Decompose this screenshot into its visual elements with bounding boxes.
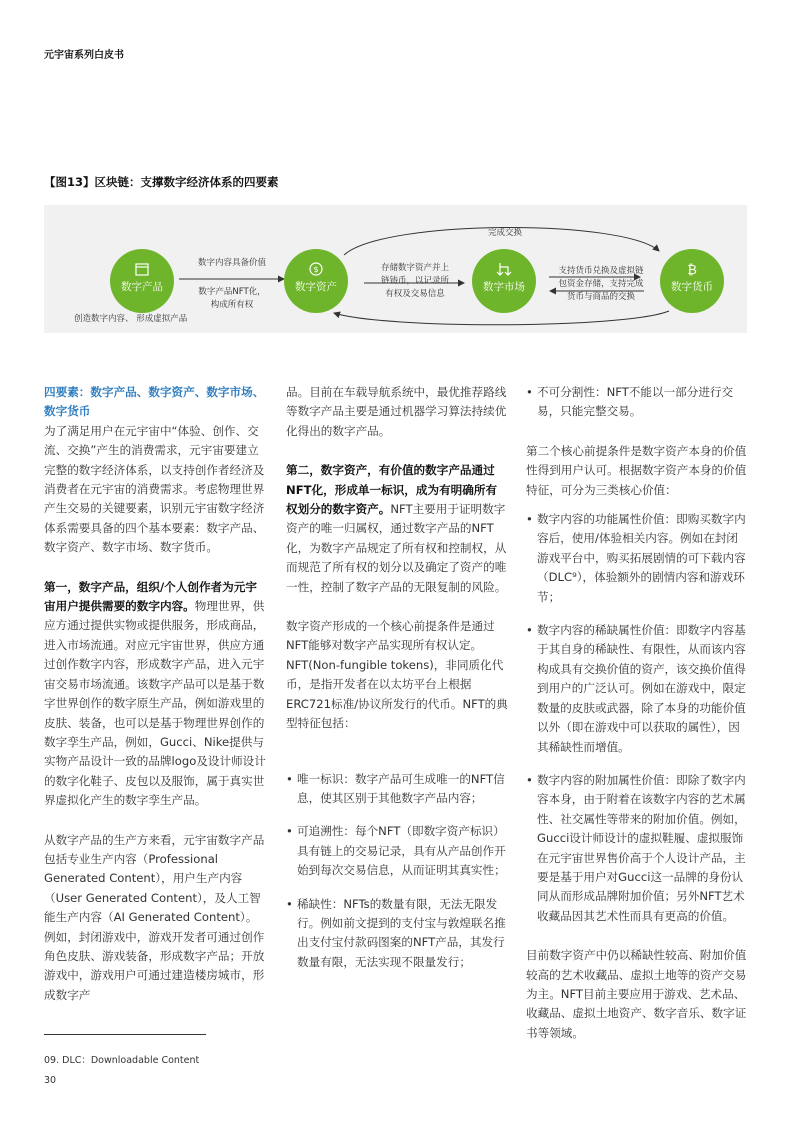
bold-lead: 第二，数字资产，有价值的数字产品通过NFT化，形成单一标识，成为有明确所有权划分的数字资产。	[286, 463, 498, 517]
node-label: 数字资产	[295, 281, 337, 293]
figure-title: 【图13】区块链：支撑数字经济体系的四要素	[44, 175, 279, 189]
node-label: 数字产品	[121, 281, 163, 293]
bottom-arc-arrow	[334, 311, 669, 325]
node-digital-currency	[660, 249, 724, 313]
paragraph-text: 物理世界，供应方通过提供实物或提供服务，形成商品，进入市场流通。对应元宇宙世界，供应方通过创作数字内容，形成数字产品，进入元宇宙交易市场流通。该数字产品可以是基于数字世界创作的数字原生产品，例如游戏里的皮肤、装备，也可以是基于物理世界创作的数字孪生产品，例如，Gucci、Nike提供与实物产品设计一致的品牌logo及设计师设计的数字化鞋子、皮包以及服饰，属于真实世界虚拟化产生的数字孪生产品。	[44, 599, 266, 808]
paragraph: 目前数字资产中仍以稀缺性较高、附加价值较高的艺术收藏品、虚拟土地等的资产交易为主。NFT目前主要应用于游戏、艺术品、收藏品、虚拟土地资产、数字音乐、数字证书等领域。	[526, 948, 747, 1040]
label-content-value: 数字内容具备价值	[197, 258, 266, 268]
paragraph: 数字资产形成的一个核心前提条件是通过NFT能够对数字产品实现所有权认定。NFT(Non-fungible tokens)，非同质化代币，是指开发者在以太坊平台上根据ERC721标准/协议所发行的代币。NFT的典型特征包括：	[286, 619, 508, 731]
node-label: 数字货币	[671, 281, 713, 293]
label-complete-exchange: 完成交换	[487, 228, 522, 238]
series-title: 元宇宙系列白皮书	[44, 50, 124, 61]
bold-lead: 第一，数字产品，组织/个人创作者为元宇宙用户提供需要的数字内容。	[44, 579, 257, 614]
label-nft-ownership: 数字产品NFT化， 构成所有权	[198, 287, 266, 310]
node-label: 数字市场	[483, 281, 525, 293]
column-1	[44, 383, 266, 1025]
coin-icon	[308, 261, 324, 277]
list-item: • 数字内容的功能属性价值：即购买数字内容后，使用/体验相关内容。例如在封闭游戏平台中，购买拓展剧情的可下载内容（DLC⁹），体验额外的剧情内容和游戏环节；	[526, 510, 748, 607]
list-item: • 数字内容的附加属性价值：即除了数字内容本身，由于附着在该数字内容的艺术属性、社交属性等带来的附加价值。例如，Gucci设计师设计的虚拟鞋履、虚拟服饰在元宇宙世界售价高于个人设计产品，主要是基于用户对Gucci这一品牌的身份认同从而形成品牌附加价值；另外NFT艺术收藏品因其艺术性而具有更高的价值。	[526, 771, 748, 926]
label-currency-exchange: 支持货币兑换及虚拟链 包资金存储，支持完成 货币与商品的交换	[558, 266, 644, 302]
paragraph	[286, 461, 508, 597]
paragraph: 从数字产品的生产方来看，元宇宙数字产品包括专业生产内容（Professional Generated Content），用户生产内容（User Generated Content），及人工智能生产内容（AI Generated Content）。例如，封闭游戏中，游戏开发者可通过创作角色皮肤、游戏装备，形成数字产品；开放游戏中，游戏用户可通过建造楼房城市，形成数字产	[44, 832, 265, 1002]
value-types-list	[526, 510, 748, 926]
network-icon	[496, 261, 512, 277]
footnote: 09. DLC：Downloadable Content	[44, 1055, 200, 1066]
paragraph	[44, 578, 266, 811]
node-digital-asset	[284, 249, 348, 313]
svg-text:₿: ₿	[687, 263, 697, 277]
four-elements-diagram	[44, 205, 747, 333]
list-item: • 唯一标识：数字产品可生成唯一的NFT信息，使其区别于其他数字产品内容；	[286, 770, 508, 809]
list-item: • 可追溯性：每个NFT（即数字资产标识）具有链上的交易记录，具有从产品创作开始到每次交易信息，从而证明其真实性；	[286, 822, 508, 880]
column-3	[526, 383, 748, 1063]
nft-features-list-cont	[526, 383, 748, 422]
paragraph: 为了满足用户在元宇宙中“体验、创作、交流、交换”产生的消费需求，元宇宙要建立完整的数字经济体系，以支持创作者经济及消费者在元宇宙的消费需求。考虑物理世界产生交易的关键要素，识别元宇宙数字经济体系需要具备的四个基本要素：数字产品、数字资产、数字市场、数字货币。	[44, 423, 265, 555]
paragraph-text: NFT主要用于证明数字资产的唯一归属权，通过数字产品的NFT化，为数字产品规定了所有权和控制权，从而规范了所有权的划分以及确定了资产的唯一性，控制了数字产品的无限复制的风险。	[286, 502, 507, 594]
page-number: 30	[44, 1075, 57, 1086]
bitcoin-icon	[684, 261, 700, 277]
footnote-divider	[44, 1034, 206, 1035]
paragraph: 品。目前在车载导航系统中，最优推荐路线等数字产品主要是通过机器学习算法持续优化得出的数字产品。	[286, 385, 507, 438]
list-item: • 数字内容的稀缺属性价值：即数字内容基于其自身的稀缺性、有限性，从而该内容构成具有交换价值的资产，该交换价值得到用户的广泛认可。例如在游戏中，限定数量的皮肤或武器，除了本身的功能价值以外（即在游戏中可以获取的属性），因其稀缺性而增值。	[526, 621, 748, 757]
label-store-asset: 存储数字资产并上 链铸币，以记录所 有权及交易信息	[380, 263, 449, 299]
paragraph: 第二个核心前提条件是数字资产本身的价值性得到用户认可。根据数字资产本身的价值特征，可分为三类核心价值：	[526, 443, 747, 497]
node-digital-product	[110, 249, 174, 313]
svg-text:$: $	[313, 265, 319, 274]
column-2	[286, 383, 508, 992]
section-heading: 四要素：数字产品、数字资产、数字市场、数字货币	[44, 385, 265, 419]
list-item: • 不可分割性：NFT不能以一部分进行交易，只能完整交易。	[526, 383, 748, 422]
label-create-content: 创造数字内容、 形成虚拟产品	[74, 314, 188, 324]
box-icon	[134, 261, 150, 277]
node-digital-market	[472, 249, 536, 313]
nft-features-list	[286, 770, 508, 973]
list-item: • 稀缺性：NFTs的数量有限，无法无限发行。例如前文提到的支付宝与敦煌联名推出支付宝付款码图案的NFT产品，其发行数量有限，无法实现不限量发行；	[286, 895, 508, 973]
